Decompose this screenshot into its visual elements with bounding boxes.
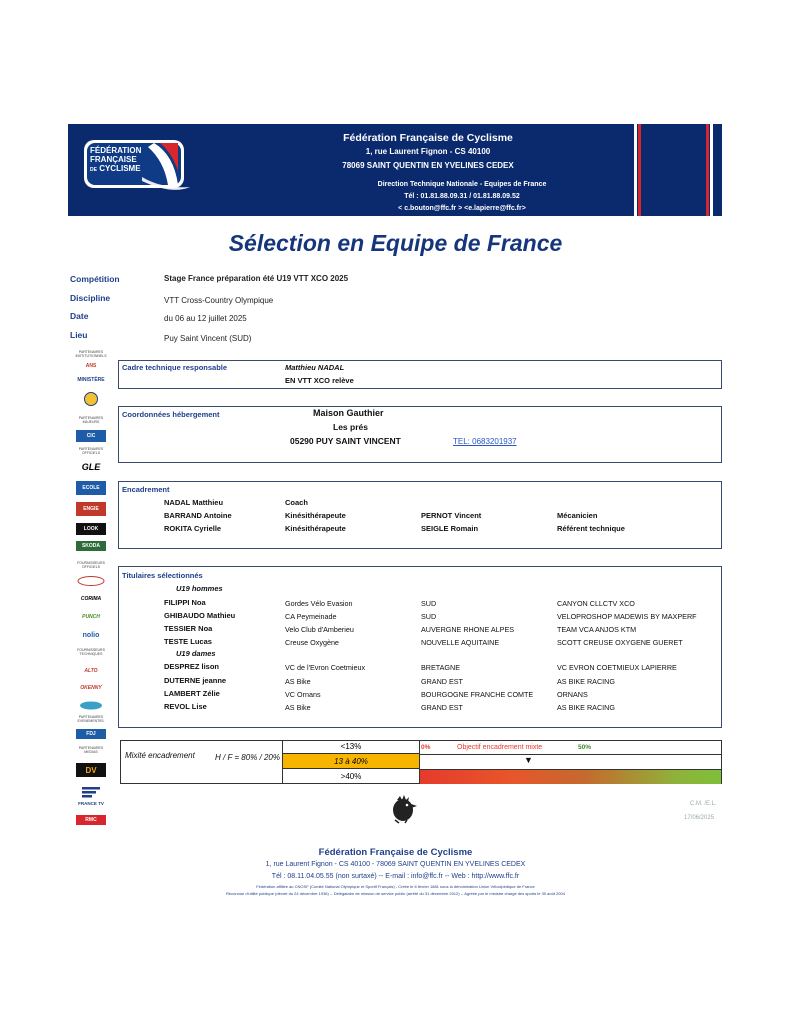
cadre-label: Cadre technique responsable xyxy=(122,363,228,372)
competition-label: Compétition xyxy=(70,274,120,284)
hebergement-label: Coordonnées hébergement xyxy=(122,410,220,419)
cadre-role: EN VTT XCO relève xyxy=(285,376,354,385)
staff-name-2: PERNOT Vincent xyxy=(421,511,482,520)
logo-text-3: DE xyxy=(90,167,97,173)
rider-region: AUVERGNE RHONE ALPES xyxy=(421,625,515,634)
sponsor-logo-engie: ENGIE xyxy=(76,502,106,516)
flag-stripe-white-2 xyxy=(710,124,713,216)
rooster-logo xyxy=(387,794,419,824)
sponsor-logo-credit-mutuel xyxy=(76,392,106,406)
sponsor-logo-fdj: FDJ xyxy=(76,729,106,739)
flag-stripe-red-2 xyxy=(706,124,709,216)
rider-team: AS BIKE RACING xyxy=(557,703,615,712)
rider-region: GRAND EST xyxy=(421,677,463,686)
sponsor-header-medias: PARTENAIRES MEDIAS xyxy=(78,746,104,754)
scale-objective: Objectif encadrement mixte xyxy=(457,744,543,751)
titulaires-label: Titulaires sélectionnés xyxy=(122,571,203,580)
mixite-low: <13% xyxy=(282,740,419,754)
sponsor-header-officiels: PARTENAIRES OFFICIELS xyxy=(78,447,104,455)
sponsor-logo-okenny: OKENNY xyxy=(80,685,102,691)
staff-role: Coach xyxy=(285,498,308,507)
group-title-u19-dames: U19 dames xyxy=(176,649,216,658)
sponsor-logo-corima: CORIMA xyxy=(80,596,102,602)
hebergement-city: 05290 PUY SAINT VINCENT xyxy=(290,436,401,446)
logo-text-2: FRANÇAISE xyxy=(90,155,137,164)
rider-club: Gordes Vélo Evasion xyxy=(285,599,353,608)
sponsor-header-majeurs: PARTENAIRES MAJEURS xyxy=(78,416,104,424)
sponsor-logo-dv: DV xyxy=(76,763,106,777)
credit-mutuel-icon xyxy=(84,392,98,406)
rider-club: Velo Club d'Amberieu xyxy=(285,625,354,634)
rider-region: NOUVELLE AQUITAINE xyxy=(421,638,500,647)
scale-start: 0% xyxy=(421,744,431,751)
sponsor-logo-gle: GLE xyxy=(81,462,101,472)
rider-region: SUD xyxy=(421,612,437,621)
mixite-label: Mixité encadrement xyxy=(125,751,195,760)
sponsor-header-evenementiel: PARTENAIRES EVENEMENTIEL xyxy=(77,715,105,723)
scale-marker-icon: ▼ xyxy=(524,755,533,765)
scale-end: 50% xyxy=(578,744,592,751)
staff-name-2: SEIGLE Romain xyxy=(421,524,479,533)
footer-legal-1: Fédération affiliée au CNOSF (Comité National Olympique et Sportif Français) - Créée le 6 février 1881 sous la dénomination Union Vélocipédique de France xyxy=(256,884,535,889)
rider-team: VELOPROSHOP MADEWIS BY MAXPERF xyxy=(557,612,697,621)
competition-value: Stage France préparation été U19 VTT XCO 2025 xyxy=(164,274,349,283)
discipline-value: VTT Cross-Country Olympique xyxy=(164,296,274,305)
sponsor-logo-ecole: ECOLE xyxy=(76,481,106,495)
sponsor-logo-cic: CIC xyxy=(76,430,106,442)
sponsor-logo-skoda: SKODA xyxy=(76,541,106,551)
header-address-2: 78069 SAINT QUENTIN EN YVELINES CEDEX xyxy=(342,161,514,170)
sponsor-logo-alto: ALTO xyxy=(84,668,98,674)
rider-name: GHIBAUDO Mathieu xyxy=(164,611,236,620)
rooster-icon xyxy=(387,794,419,824)
rider-team: SCOTT CREUSE OXYGENE GUERET xyxy=(557,638,683,647)
rider-name: REVOL Lise xyxy=(164,702,207,711)
staff-role: Kinésithérapeute xyxy=(285,524,346,533)
logo-text-4: CYCLISME xyxy=(99,164,141,173)
rider-club: VC de l'Evron Coetmieux xyxy=(285,663,366,672)
sponsor-logo-badge xyxy=(76,575,106,587)
staff-name: NADAL Matthieu xyxy=(164,498,224,507)
sponsor-header-institutionnels: PARTENAIRES INSTITUTIONNELS xyxy=(75,350,107,358)
mixite-mid: 13 à 40% xyxy=(282,754,419,769)
encadrement-label: Encadrement xyxy=(122,485,170,494)
footer-org: Fédération Française de Cyclisme xyxy=(318,847,473,858)
rider-region: GRAND EST xyxy=(421,703,463,712)
scale-gradient-bar xyxy=(420,769,721,784)
mixite-high: >40% xyxy=(282,769,419,784)
header-address-1: 1, rue Laurent Fignon - CS 40100 xyxy=(365,147,491,156)
date-value: du 06 au 12 juillet 2025 xyxy=(164,314,247,323)
sponsor-logo-look: LOOK xyxy=(76,523,106,535)
rider-name: FILIPPI Noa xyxy=(164,598,206,607)
flag-stripe-red xyxy=(638,124,641,216)
logo-text-1: FÉDÉRATION xyxy=(90,146,142,155)
hebergement-name: Maison Gauthier xyxy=(313,408,384,418)
rider-club: AS Bike xyxy=(285,677,311,686)
rider-name: TESTE Lucas xyxy=(164,637,212,646)
lieu-value: Puy Saint Vincent (SUD) xyxy=(164,334,252,343)
header-org-name: Fédération Française de Cyclisme xyxy=(343,132,513,144)
sponsor-header-fournisseurs: FOURNISSEURS OFFICIELS xyxy=(77,561,105,569)
rider-name: TESSIER Noa xyxy=(164,624,213,633)
rider-club: CA Peymeinade xyxy=(285,612,337,621)
rider-team: VC EVRON COETMIEUX LAPIERRE xyxy=(557,663,677,672)
rider-club: VC Ornans xyxy=(285,690,321,699)
group-title-u19-hommes: U19 hommes xyxy=(176,584,223,593)
sponsor-logo-france-tv xyxy=(76,785,106,799)
hebergement-tel-link[interactable]: TEL: 0683201937 xyxy=(453,437,517,446)
footer-legal-2: Reconnue d'utilité publique (décret du 24 décembre 1936) -- Délégataire de mission de service public (arrêté du 31 décembre 2012) -- Agréée par le ministre chargé des sports le 30 août 2004 xyxy=(226,891,565,896)
scale-divider xyxy=(419,754,722,755)
rider-team: ORNANS xyxy=(557,690,588,699)
rider-club: Creuse Oxygène xyxy=(285,638,339,647)
rider-team: CANYON CLLCTV XCO xyxy=(557,599,635,608)
footer-contact: Tél : 08.11.04.05.55 (non surtaxé) -- E-mail : info@ffc.fr -- Web : http://www.ffc.fr xyxy=(271,873,520,880)
sponsor-logo-nolio: nolio xyxy=(82,631,100,639)
header-tel: Tél : 01.81.88.09.31 / 01.81.88.09.52 xyxy=(404,193,520,200)
rider-region: SUD xyxy=(421,599,437,608)
staff-name: ROKITA Cyrielle xyxy=(164,524,222,533)
discipline-label: Discipline xyxy=(70,293,111,303)
badge-icon xyxy=(77,576,105,586)
rider-name: DESPREZ lison xyxy=(164,662,220,671)
cadre-name: Matthieu NADAL xyxy=(285,363,345,372)
mixite-ratio: H / F = 80% / 20% xyxy=(215,753,280,762)
hebergement-line2: Les prés xyxy=(333,422,368,432)
staff-role: Kinésithérapeute xyxy=(285,511,346,520)
footer-address: 1, rue Laurent Fignon - CS 40100 - 78069 SAINT QUENTIN EN YVELINES CEDEX xyxy=(265,861,526,868)
lieu-label: Lieu xyxy=(70,330,88,340)
sponsor-logo-sport xyxy=(76,700,106,710)
rider-name: LAMBERT Zélie xyxy=(164,689,220,698)
rider-name: DUTERNE jeanne xyxy=(164,676,227,685)
sponsor-logo-ministere: MINISTÈRE xyxy=(77,377,105,383)
staff-role-2: Référent technique xyxy=(557,524,625,533)
sponsor-logo-rmc: RMC xyxy=(76,815,106,825)
cadre-divider xyxy=(118,360,722,361)
rider-club: AS Bike xyxy=(285,703,311,712)
doc-initials: C.M. /E.L. xyxy=(690,801,717,807)
rider-team: AS BIKE RACING xyxy=(557,677,615,686)
staff-role-2: Mécanicien xyxy=(557,511,598,520)
staff-name: BARRAND Antoine xyxy=(164,511,232,520)
sponsor-logo-punch: PUNCH xyxy=(82,614,100,620)
page-title: Sélection en Equipe de France xyxy=(228,230,563,256)
rider-region: BOURGOGNE FRANCHE COMTE xyxy=(421,690,534,699)
header-dtn: Direction Technique Nationale - Equipes de France xyxy=(377,181,547,188)
sport-oval-icon xyxy=(79,701,103,710)
sponsor-logo-ans: ANS xyxy=(85,363,97,369)
flag-stripe-white xyxy=(634,124,637,216)
date-label: Date xyxy=(70,311,89,321)
doc-date: 17/06/2025 xyxy=(684,815,715,821)
rider-team: TEAM VCA ANJOS KTM xyxy=(557,625,637,634)
france-tv-icon xyxy=(80,785,102,799)
sponsor-text-france-tv: FRANCE TV xyxy=(78,801,104,806)
rider-region: BRETAGNE xyxy=(421,663,461,672)
sponsor-header-techniques: FOURNISSEURS TECHNIQUES xyxy=(77,648,105,656)
header-emails: < c.bouton@ffc.fr > <e.lapierre@ffc.fr> xyxy=(398,205,526,212)
ffc-logo xyxy=(82,137,194,195)
